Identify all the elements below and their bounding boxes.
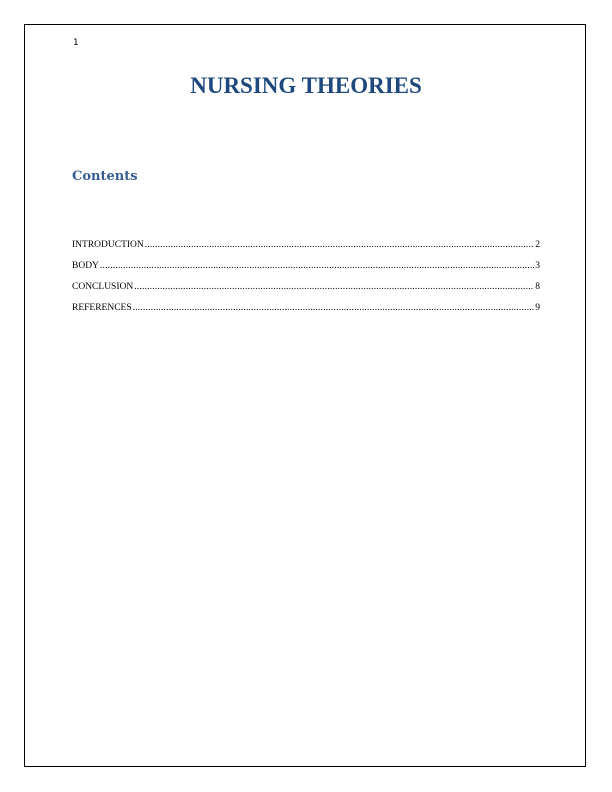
document-title: NURSING THEORIES: [190, 73, 422, 98]
toc-entry-page: 8: [535, 282, 540, 292]
toc-entry-label: INTRODUCTION: [72, 240, 144, 250]
toc-entry-page: 3: [535, 261, 540, 271]
toc-entry-introduction[interactable]: [72, 239, 540, 260]
toc-entry-label: CONCLUSION: [72, 282, 134, 292]
toc-entry-label: REFERENCES: [72, 303, 132, 313]
toc-entry-page: 9: [535, 303, 540, 313]
toc-entry-label: BODY: [72, 261, 99, 271]
page-border: [24, 24, 586, 767]
toc-entry-body[interactable]: [72, 260, 540, 281]
toc-entry-page: 2: [535, 240, 540, 250]
toc-dot-leader: [100, 260, 534, 272]
toc-dot-leader: [145, 239, 534, 251]
page-number: 1: [73, 38, 79, 48]
toc-entry-conclusion[interactable]: [72, 281, 540, 302]
toc-dot-leader: [133, 302, 535, 314]
toc-dot-leader: [134, 281, 534, 293]
toc-entry-references[interactable]: [72, 302, 540, 323]
table-of-contents: [72, 239, 540, 323]
toc-heading: Contents: [72, 169, 138, 184]
